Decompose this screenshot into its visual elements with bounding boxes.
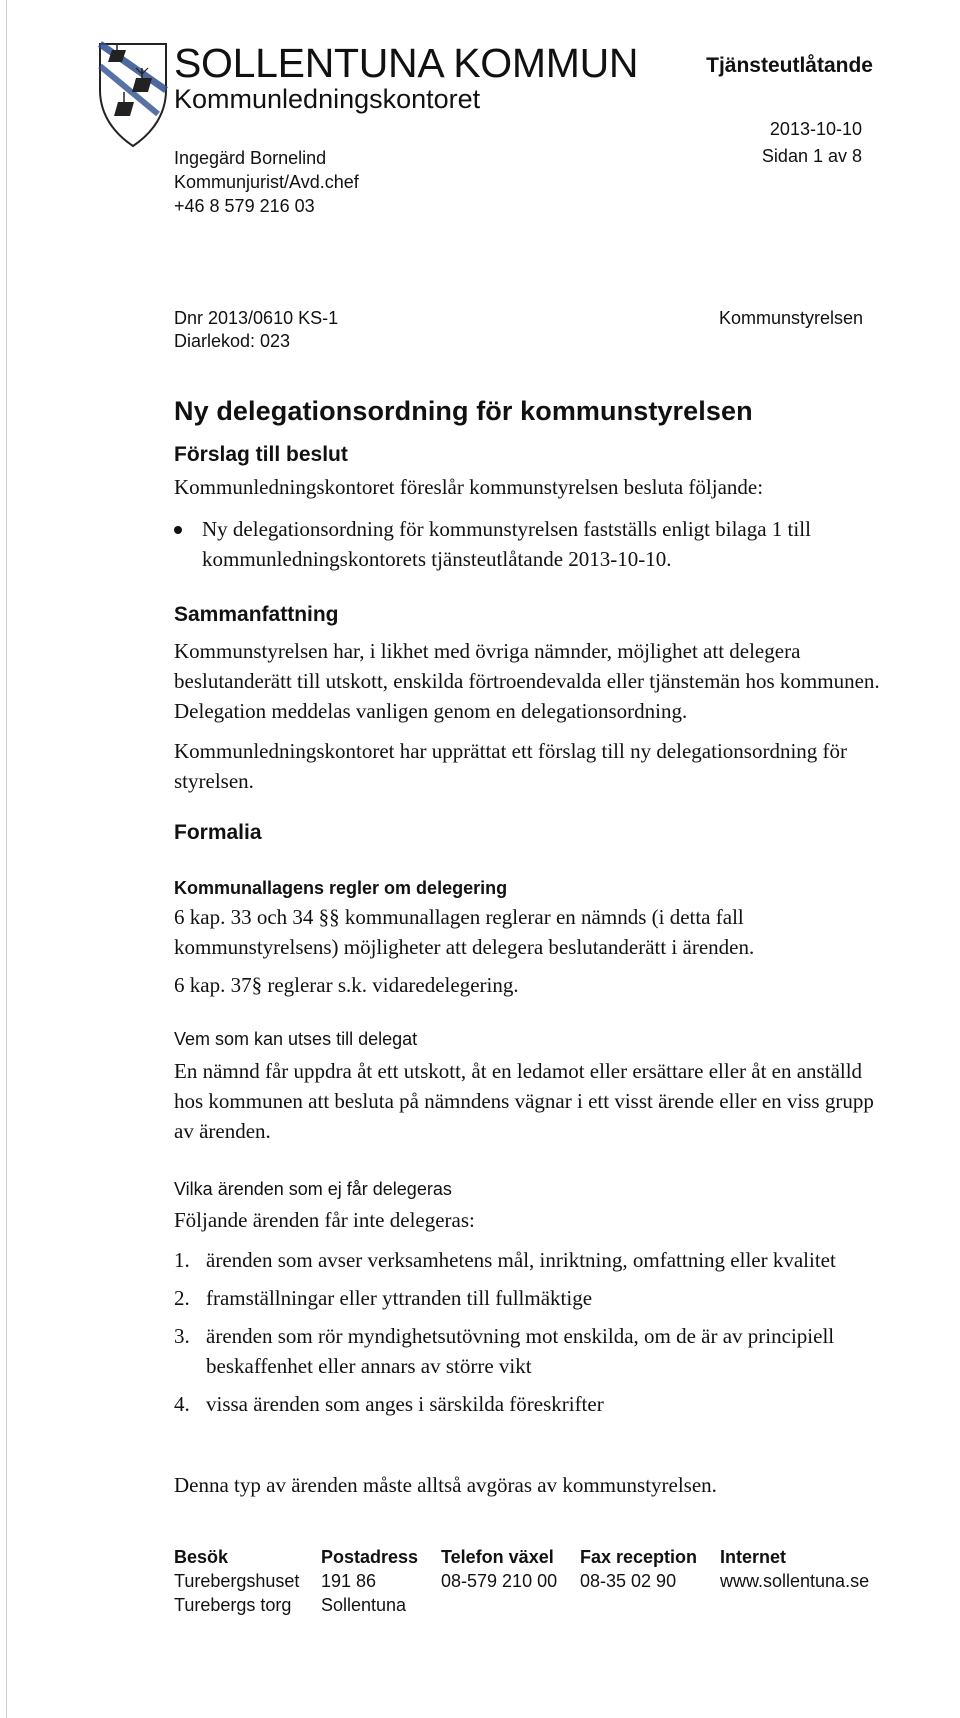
regler-paragraph-2: 6 kap. 37§ reglerar s.k. vidaredelegering.	[174, 973, 519, 997]
footer-fax	[580, 1545, 697, 1593]
ej-delegeras-intro: Följande ärenden får inte delegeras:	[174, 1208, 475, 1232]
sammanfattning-paragraph-2: Kommunledningskontoret har upprättat ett förslag till ny delegationsordning för styrelsen.	[174, 739, 848, 793]
footer-label: Fax reception	[580, 1547, 698, 1567]
list-number: 1.	[174, 1248, 190, 1272]
ej-delegeras-list	[174, 1245, 904, 1427]
diariekod: Diarlekod: 023	[174, 331, 291, 351]
footer-value: 08-35 02 90	[580, 1571, 677, 1591]
scan-edge-rule	[6, 0, 7, 1718]
list-item-text: ärenden som avser verksamhetens mål, inriktning, omfattning eller kvalitet	[206, 1248, 836, 1272]
footer-value: 08-579 210 00	[441, 1571, 558, 1591]
footer-value: Sollentuna	[321, 1595, 407, 1615]
dnr-number: Dnr 2013/0610 KS-1	[174, 308, 339, 328]
org-name: SOLLENTUNA KOMMUN	[174, 40, 639, 86]
regler-paragraph-1: 6 kap. 33 och 34 §§ kommunallagen reglerar en nämnds (i detta fall kommunstyrelsens) möjligheter att delegera beslutanderätt i ärenden.	[174, 905, 755, 959]
footer-value: Turebergshuset	[174, 1571, 300, 1591]
footer-internet	[720, 1545, 869, 1593]
list-item	[174, 1321, 904, 1381]
delegat-paragraph: En nämnd får uppdra åt ett utskott, åt en ledamot eller ersättare eller åt en anställd hos kommunen att besluta på nämndens vägnar i ett visst ärende eller en viss grupp av ärenden.	[174, 1059, 874, 1143]
sammanfattning-paragraph-1: Kommunstyrelsen har, i likhet med övriga nämnder, möjlighet att delegera beslutanderätt till utskott, enskilda förtroendevalda eller tjänstemän hos kommunen. Delegation meddelas vanligen genom en delegationsordning.	[174, 639, 880, 723]
footer-telefon	[441, 1545, 557, 1593]
section-heading-forslag: Förslag till beslut	[174, 443, 348, 466]
list-number: 2.	[174, 1286, 190, 1310]
list-item-text: vissa ärenden som anges i särskilda föreskrifter	[206, 1392, 604, 1416]
bullet-icon	[174, 526, 182, 534]
footer-besok	[174, 1545, 299, 1617]
forslag-bullet-list	[174, 514, 914, 574]
contact-name: Ingegärd Bornelind	[174, 148, 327, 168]
page-indicator: Sidan 1 av 8	[761, 146, 862, 166]
footer-label: Telefon växel	[441, 1547, 554, 1567]
list-item-text: framställningar eller yttranden till fullmäktige	[206, 1286, 593, 1310]
footer-label: Internet	[720, 1547, 787, 1567]
section-heading-sammanfattning: Sammanfattning	[174, 603, 339, 626]
forslag-intro: Kommunledningskontoret föreslår kommunstyrelsen besluta följande:	[174, 475, 764, 499]
footer-label: Besök	[174, 1547, 229, 1567]
footer-website-link[interactable]: www.sollentuna.se	[720, 1571, 870, 1591]
list-item-text: ärenden som rör myndighetsutövning mot enskilda, om de är av principiell beskaffenhet eller annars av större vikt	[206, 1324, 835, 1378]
section-heading-formalia: Formalia	[174, 821, 262, 844]
municipal-crest-icon	[96, 40, 170, 150]
org-department: Kommunledningskontoret	[174, 84, 481, 114]
subheading-delegat: Vem som kan utses till delegat	[174, 1029, 418, 1049]
list-number: 3.	[174, 1324, 190, 1348]
list-item	[174, 1283, 904, 1313]
subheading-ej-delegeras: Vilka ärenden som ej får delegeras	[174, 1179, 452, 1199]
contact-block	[174, 146, 359, 218]
list-item	[174, 1245, 904, 1275]
footer-postadress	[321, 1545, 418, 1617]
footer-value: Turebergs torg	[174, 1595, 292, 1615]
footer-label: Postadress	[321, 1547, 419, 1567]
page-title: Ny delegationsordning för kommunstyrelsen	[174, 396, 753, 426]
closing-paragraph: Denna typ av ärenden måste alltså avgöras av kommunstyrelsen.	[174, 1473, 717, 1497]
footer-value: 191 86	[321, 1571, 377, 1591]
list-item	[174, 1389, 904, 1419]
list-number: 4.	[174, 1392, 190, 1416]
document-type: Tjänsteutlåtande	[706, 54, 873, 77]
contact-role: Kommunjurist/Avd.chef	[174, 172, 359, 192]
bullet-text: Ny delegationsordning för kommunstyrelsen fastställs enligt bilaga 1 till kommunledningskontorets tjänsteutlåtande 2013-10-10.	[202, 517, 811, 571]
list-item	[174, 514, 914, 574]
document-date: 2013-10-10	[769, 119, 862, 139]
recipient: Kommunstyrelsen	[718, 308, 863, 328]
subheading-kommunallagens-regler: Kommunallagens regler om delegering	[174, 878, 508, 898]
contact-phone: +46 8 579 216 03	[174, 196, 315, 216]
reference-block	[174, 307, 338, 353]
